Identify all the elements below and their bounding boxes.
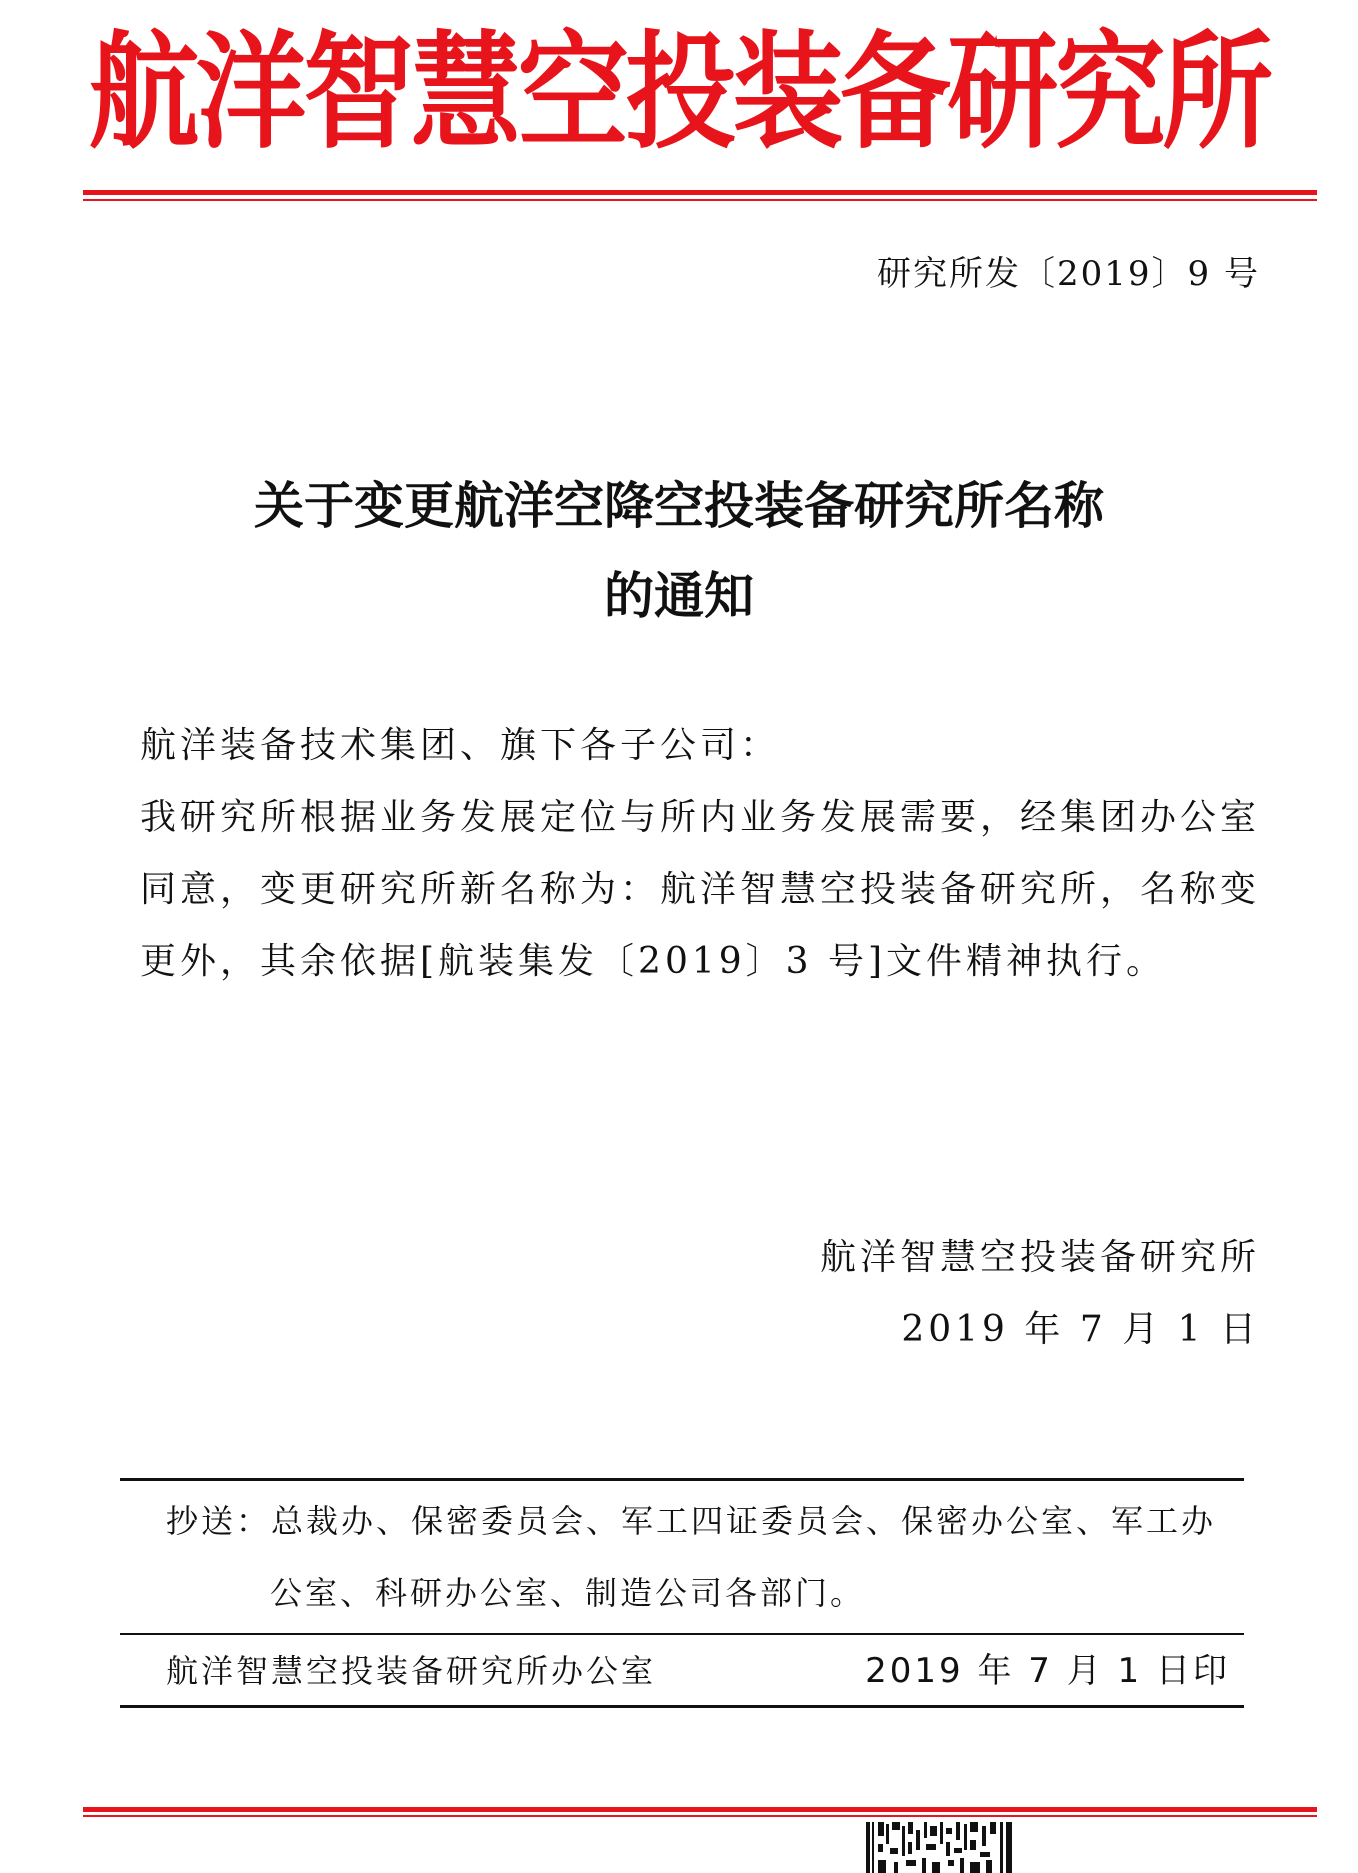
signature-date: 2019 年 7 月 1 日 — [901, 1309, 1260, 1350]
cc-line2: 公室、科研办公室、制造公司各部门。 — [270, 1574, 866, 1612]
document-title-line2: 的通知 — [604, 566, 754, 625]
masthead-rule-thin — [83, 199, 1317, 201]
cc-line1: 抄送：总裁办、保密委员会、军工四证委员会、保密办公室、军工办 — [166, 1502, 1217, 1540]
issuer-office: 航洋智慧空投装备研究所办公室 — [166, 1652, 657, 1690]
body-paragraph-line3: 更外，其余依据[航装集发〔2019〕3 号]文件精神执行。 — [140, 941, 1167, 982]
signature-organization: 航洋智慧空投装备研究所 — [819, 1237, 1260, 1278]
qr-code-icon — [866, 1820, 1014, 1873]
masthead-title: 航洋智慧空投装备研究所 — [88, 19, 1270, 166]
cc-bottom-rule — [120, 1633, 1244, 1635]
masthead-rule-thick — [83, 190, 1317, 195]
footer-rule-thick — [83, 1807, 1317, 1812]
print-date: 2019 年 7 月 1 日印 — [865, 1651, 1230, 1691]
footer-rule-thin — [83, 1815, 1317, 1817]
body-paragraph-line1: 我研究所根据业务发展定位与所内业务发展需要，经集团办公室 — [140, 797, 1261, 838]
document-title-line1: 关于变更航洋空降空投装备研究所名称 — [254, 476, 1104, 535]
document-number: 研究所发〔2019〕9 号 — [877, 254, 1260, 294]
addressee: 航洋装备技术集团、旗下各子公司： — [140, 725, 781, 766]
issuer-bottom-rule — [120, 1705, 1244, 1708]
cc-top-rule — [120, 1478, 1244, 1481]
body-paragraph-line2: 同意，变更研究所新名称为：航洋智慧空投装备研究所，名称变 — [140, 869, 1261, 910]
